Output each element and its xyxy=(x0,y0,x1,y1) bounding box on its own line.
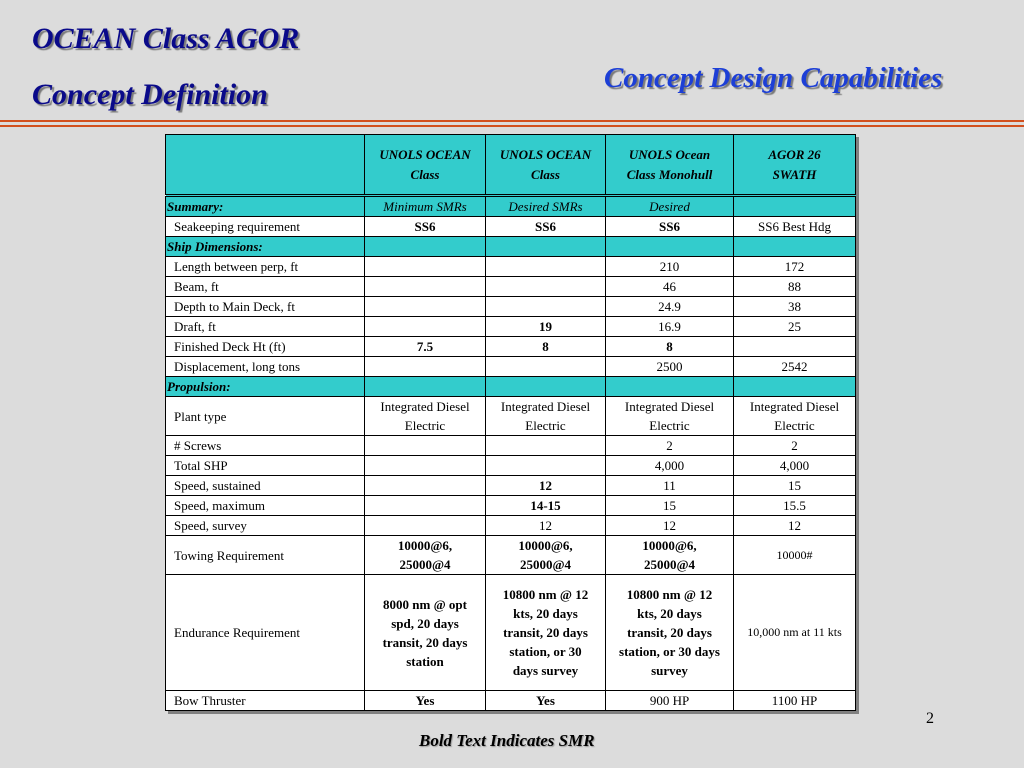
column-header-line: Class xyxy=(410,166,440,182)
column-header-line: UNOLS OCEAN xyxy=(379,146,471,162)
table-cell xyxy=(486,436,606,456)
slide-title-line2: Concept Definition xyxy=(32,78,268,111)
table-cell xyxy=(486,456,606,476)
table-cell: 15 xyxy=(606,496,734,516)
cell-line: Electric xyxy=(649,418,690,433)
column-header xyxy=(486,135,606,196)
table-cell: 14-15 xyxy=(486,496,606,516)
table-cell: 172 xyxy=(734,257,856,277)
cell-line: kts, 20 days xyxy=(513,606,578,621)
table-cell xyxy=(365,575,486,691)
column-header-line: Class Monohull xyxy=(626,166,713,182)
table-cell: 2500 xyxy=(606,357,734,377)
column-header xyxy=(606,135,734,196)
cell-line: Integrated Diesel xyxy=(624,399,715,414)
table-cell: 15 xyxy=(734,476,856,496)
slide-title-line1: OCEAN Class AGOR xyxy=(32,22,300,55)
table-cell xyxy=(486,257,606,277)
table-cell xyxy=(606,575,734,691)
column-header-line: SWATH xyxy=(772,166,817,182)
cell-line: Electric xyxy=(525,418,566,433)
section-row xyxy=(166,237,856,257)
table-cell xyxy=(734,377,856,397)
row-label: Endurance Requirement xyxy=(166,575,365,691)
column-header xyxy=(365,135,486,196)
table-cell: 46 xyxy=(606,277,734,297)
table-row xyxy=(166,277,856,297)
table-cell: 4,000 xyxy=(606,456,734,476)
row-label: Bow Thruster xyxy=(166,691,365,711)
table-cell xyxy=(734,337,856,357)
table-cell: Yes xyxy=(486,691,606,711)
table-cell xyxy=(365,516,486,536)
table-cell xyxy=(365,237,486,257)
cell-line: transit, 20 days xyxy=(382,634,468,650)
table-cell: 8 xyxy=(486,337,606,357)
section-label: Propulsion: xyxy=(166,377,365,397)
row-label: Plant type xyxy=(166,397,365,436)
table-cell xyxy=(365,496,486,516)
cell-line: Integrated Diesel xyxy=(749,399,840,414)
cell-line: station xyxy=(406,653,444,669)
cell-line: station, or 30 xyxy=(509,644,582,659)
table-row xyxy=(166,317,856,337)
table-cell xyxy=(365,297,486,317)
header-corner xyxy=(166,135,365,196)
table-row xyxy=(166,496,856,516)
table-cell xyxy=(606,377,734,397)
cell-line: station, or 30 days xyxy=(619,644,720,659)
row-label: Displacement, long tons xyxy=(166,357,365,377)
table-row xyxy=(166,436,856,456)
column-header xyxy=(734,135,856,196)
table-cell: 10000# xyxy=(734,536,856,575)
table-cell xyxy=(606,237,734,257)
table-cell: SS6 Best Hdg xyxy=(734,217,856,237)
table-cell xyxy=(734,397,856,436)
cell-line: Integrated Diesel xyxy=(380,399,470,414)
table-cell xyxy=(486,397,606,436)
cell-line: 10000@6, xyxy=(518,538,573,553)
table-cell xyxy=(486,237,606,257)
table-row xyxy=(166,575,856,691)
table-row xyxy=(166,337,856,357)
table-cell: 88 xyxy=(734,277,856,297)
cell-line: Integrated Diesel xyxy=(500,399,591,414)
table-cell xyxy=(486,357,606,377)
table-cell xyxy=(486,297,606,317)
column-header-line: UNOLS Ocean xyxy=(628,146,711,162)
cell-line: 10000@6, xyxy=(642,538,697,553)
table-cell xyxy=(365,456,486,476)
table-row xyxy=(166,516,856,536)
cell-line: 8000 nm @ opt xyxy=(383,596,467,612)
row-label: Summary: xyxy=(166,196,365,217)
table-row xyxy=(166,397,856,436)
table-row xyxy=(166,297,856,317)
table-row xyxy=(166,257,856,277)
row-label: Depth to Main Deck, ft xyxy=(166,297,365,317)
row-label: # Screws xyxy=(166,436,365,456)
row-label: Finished Deck Ht (ft) xyxy=(166,337,365,357)
cell-line: Electric xyxy=(774,418,815,433)
table-cell: 24.9 xyxy=(606,297,734,317)
row-label: Speed, maximum xyxy=(166,496,365,516)
table-cell: Desired SMRs xyxy=(486,196,606,217)
table-row xyxy=(166,536,856,575)
table-cell: 1100 HP xyxy=(734,691,856,711)
row-label: Draft, ft xyxy=(166,317,365,337)
table-cell xyxy=(365,257,486,277)
cell-line: transit, 20 days xyxy=(503,625,588,640)
table-cell: 4,000 xyxy=(734,456,856,476)
table-cell xyxy=(365,397,486,436)
section-row xyxy=(166,377,856,397)
slide-subtitle: Concept Design Capabilities xyxy=(604,62,943,94)
table-cell xyxy=(365,277,486,297)
row-label: Total SHP xyxy=(166,456,365,476)
table-cell xyxy=(606,536,734,575)
table-row xyxy=(166,456,856,476)
table-cell xyxy=(486,277,606,297)
cell-line: survey xyxy=(651,663,688,678)
table-cell xyxy=(365,317,486,337)
table-cell: 210 xyxy=(606,257,734,277)
table-row xyxy=(166,217,856,237)
table-cell: 12 xyxy=(486,476,606,496)
table-row xyxy=(166,476,856,496)
table-cell xyxy=(486,377,606,397)
footnote: Bold Text Indicates SMR xyxy=(419,731,595,750)
table-cell xyxy=(365,476,486,496)
header-divider-bottom xyxy=(0,125,1024,127)
row-label: Seakeeping requirement xyxy=(166,217,365,237)
table-cell xyxy=(734,196,856,217)
table-cell: SS6 xyxy=(365,217,486,237)
column-header-line: AGOR 26 xyxy=(768,146,821,162)
table-cell: 15.5 xyxy=(734,496,856,516)
cell-line: Electric xyxy=(404,418,446,433)
table-cell: 38 xyxy=(734,297,856,317)
table-cell: 7.5 xyxy=(365,337,486,357)
table-cell xyxy=(734,237,856,257)
row-label: Speed, survey xyxy=(166,516,365,536)
table-cell xyxy=(365,436,486,456)
header-divider-top xyxy=(0,120,1024,122)
cell-line: 25000@4 xyxy=(519,557,572,572)
table-header-row xyxy=(166,135,856,196)
table-cell: Desired xyxy=(606,196,734,217)
table-cell: 2 xyxy=(606,436,734,456)
table-cell: 12 xyxy=(734,516,856,536)
table-cell xyxy=(365,536,486,575)
cell-line: 10000@6, xyxy=(397,538,453,553)
summary-row xyxy=(166,196,856,217)
table-cell: 16.9 xyxy=(606,317,734,337)
cell-line: transit, 20 days xyxy=(627,625,712,640)
table-cell: 900 HP xyxy=(606,691,734,711)
table-cell xyxy=(365,357,486,377)
capabilities-table xyxy=(165,134,856,711)
column-header-line: UNOLS OCEAN xyxy=(499,146,592,162)
table-cell xyxy=(486,575,606,691)
table-cell: 10,000 nm at 11 kts xyxy=(734,575,856,691)
table-cell: 12 xyxy=(486,516,606,536)
cell-line: 10800 nm @ 12 xyxy=(502,587,589,602)
table-cell: 25 xyxy=(734,317,856,337)
cell-line: 25000@4 xyxy=(643,557,696,572)
row-label: Beam, ft xyxy=(166,277,365,297)
table-cell xyxy=(365,377,486,397)
table-cell: 19 xyxy=(486,317,606,337)
cell-line: spd, 20 days xyxy=(391,615,459,631)
table-cell: Yes xyxy=(365,691,486,711)
table-cell: 2 xyxy=(734,436,856,456)
table-row xyxy=(166,357,856,377)
cell-line: 10800 nm @ 12 xyxy=(626,587,713,602)
cell-line: 25000@4 xyxy=(399,557,451,572)
cell-line: kts, 20 days xyxy=(637,606,702,621)
table-cell: 11 xyxy=(606,476,734,496)
table-row xyxy=(166,691,856,711)
table-cell: 12 xyxy=(606,516,734,536)
table-cell: SS6 xyxy=(606,217,734,237)
table-cell xyxy=(486,536,606,575)
row-label: Towing Requirement xyxy=(166,536,365,575)
row-label: Length between perp, ft xyxy=(166,257,365,277)
row-label: Speed, sustained xyxy=(166,476,365,496)
column-header-line: Class xyxy=(531,166,560,182)
table-cell: 2542 xyxy=(734,357,856,377)
table-cell: SS6 xyxy=(486,217,606,237)
table-cell xyxy=(606,397,734,436)
section-label: Ship Dimensions: xyxy=(166,237,365,257)
cell-line: days survey xyxy=(512,663,579,678)
page-number: 2 xyxy=(926,710,934,727)
table-cell: 8 xyxy=(606,337,734,357)
table-cell: Minimum SMRs xyxy=(365,196,486,217)
